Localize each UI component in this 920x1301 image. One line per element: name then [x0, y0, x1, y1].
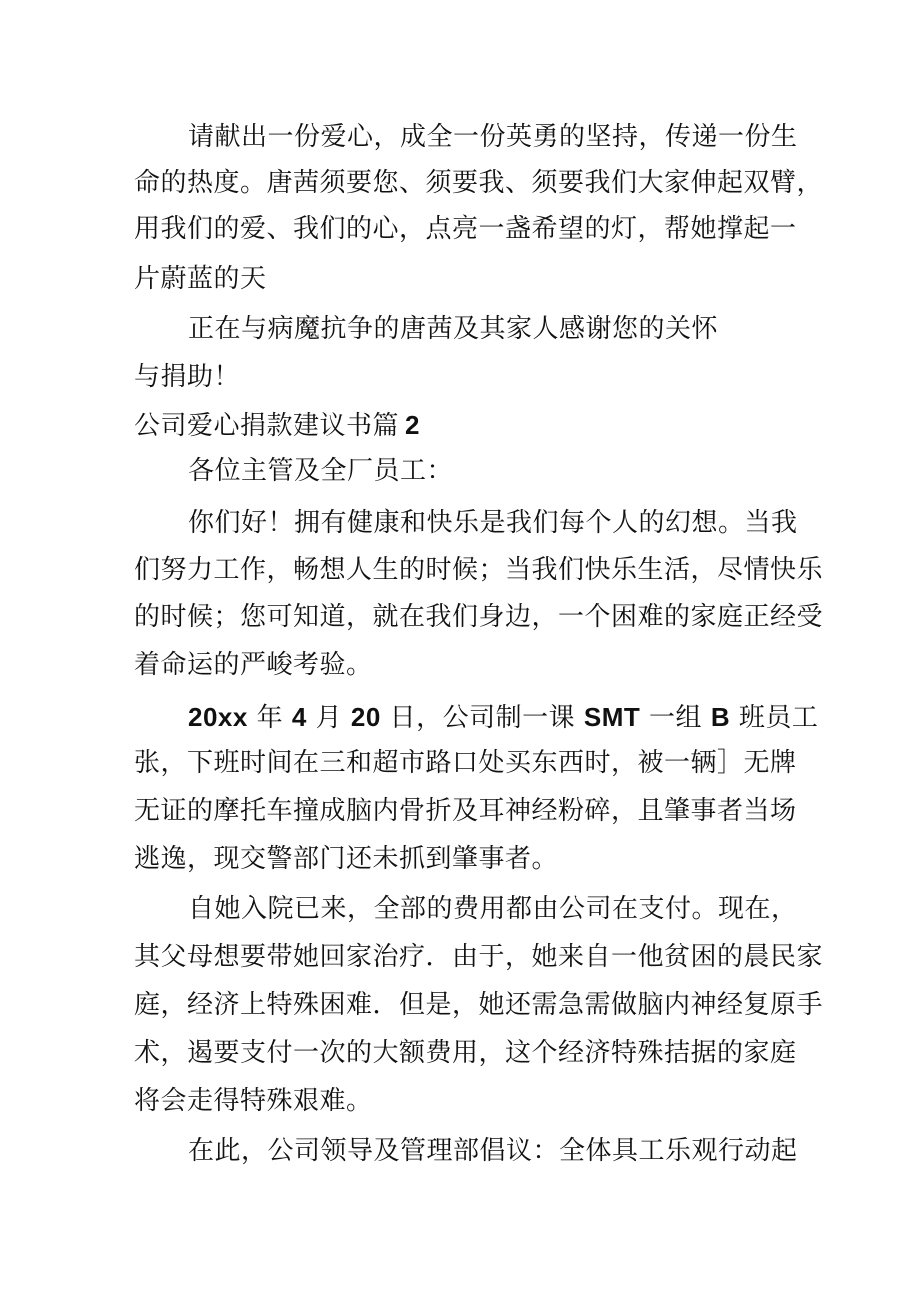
text-span: 月 — [315, 703, 343, 733]
text-span: 日，公司制一课 — [389, 703, 576, 733]
paragraph-line — [188, 700, 818, 735]
paragraph-line: 着命运的严峻考验。 — [134, 650, 373, 680]
paragraph-line: 正在与病魔抗争的唐茜及其家人感谢您的关怀 — [188, 314, 719, 344]
paragraph-line: 用我们的爱、我们的心，点亮一盏希望的灯，帮她撑起一 — [134, 214, 797, 244]
class-letter: B — [710, 702, 731, 732]
section-heading — [134, 408, 420, 443]
paragraph-line: 自她入院已来，全部的费用都由公司在支付。现在， — [188, 894, 798, 924]
day-number: 20 — [350, 702, 381, 732]
paragraph-line: 命的热度。唐茜须要您、须要我、须要我们大家伸起双臂， — [134, 168, 824, 198]
salutation: 各位主管及全厂员工： — [188, 456, 454, 486]
paragraph-line: 其父母想要带她回家治疗．由于，她来自一他贫困的晨民家 — [134, 942, 824, 972]
paragraph-line: 你们好！拥有健康和快乐是我们每个人的幻想。当我 — [188, 508, 798, 538]
paragraph-line: 的时候；您可知道，就在我们身边，一个困难的家庭正经受 — [134, 602, 824, 632]
year-text: 20xx — [188, 702, 248, 732]
paragraph-line: 请献出一份爱心，成全一份英勇的坚持，传递一份生 — [188, 122, 798, 152]
paragraph-line: 与捐助！ — [134, 362, 241, 392]
month-number: 4 — [291, 702, 307, 732]
paragraph-line: 张，下班时间在三和超市路口处买东西时，被一辆］无牌 — [134, 748, 797, 778]
paragraph-line: 庭，经济上特殊困难．但是，她还需急需做脑内神经复原手 — [134, 990, 824, 1020]
heading-number: 2 — [405, 410, 420, 440]
paragraph-line: 们努力工作，畅想人生的时候；当我们快乐生活，尽情快乐 — [134, 555, 824, 585]
paragraph-line: 在此，公司领导及管理部倡议：全体具工乐观行动起 — [188, 1136, 798, 1166]
text-span: 一组 — [649, 703, 703, 733]
text-span: 班员工 — [738, 703, 819, 733]
paragraph-line: 逃逸，现交警部门还未抓到肇事者。 — [134, 844, 559, 874]
paragraph-line: 片蔚蓝的天 — [134, 264, 267, 294]
paragraph-line: 无证的摩托车撞成脑内骨折及耳神经粉碎，且肇事者当场 — [134, 796, 797, 826]
paragraph-line: 术，遏要支付一次的大额费用，这个经济特殊拮据的家庭 — [134, 1038, 797, 1068]
smt-text: SMT — [583, 702, 641, 732]
paragraph-line: 将会走得特殊艰难。 — [134, 1086, 373, 1116]
heading-text: 公司爱心捐款建议书篇 — [134, 411, 400, 441]
text-span: 年 — [256, 703, 284, 733]
